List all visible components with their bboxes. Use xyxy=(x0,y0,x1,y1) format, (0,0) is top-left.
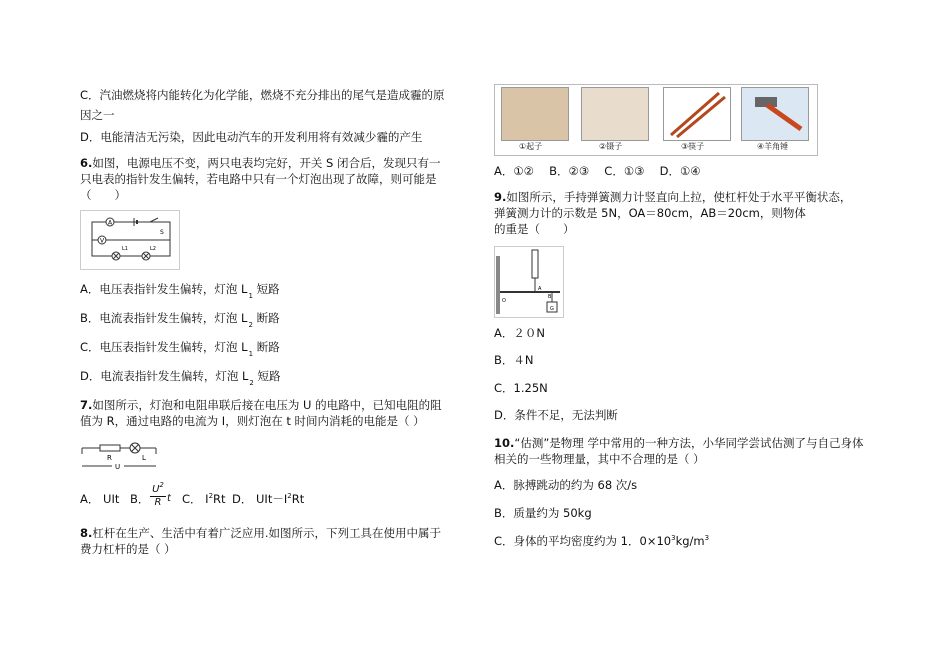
q8-number: 8. xyxy=(80,526,93,540)
bottle-opener-photo xyxy=(501,87,569,141)
tool-label-2: ②镊子 xyxy=(599,142,623,151)
q6-l2-label: L2 xyxy=(150,246,156,252)
q9-option-a: A．２０N xyxy=(494,326,545,340)
q10-option-a: A．脉搏跳动的约为 68 次/s xyxy=(494,478,638,492)
q9-b-label: B xyxy=(548,294,552,300)
q10-line1: 10.“估测”是物理 学中常用的一种方法，小华同学尝试估测了与自己身体 xyxy=(494,436,864,450)
q6-line1 xyxy=(80,156,440,170)
q6-voltmeter-label: V xyxy=(99,237,105,245)
tool-label-4: ④羊角锤 xyxy=(757,142,789,151)
hammer-drawing xyxy=(741,87,807,139)
q7-circuit-diagram xyxy=(80,440,160,472)
q6-number: 6. xyxy=(80,156,93,170)
q9-line3: 的重是（ ） xyxy=(494,222,575,236)
q9-o-label: O xyxy=(502,298,506,304)
option-c-line1: C．汽油燃烧将内能转化为化学能，燃烧不充分排出的尾气是造成霾的原 xyxy=(80,88,445,102)
q9-option-c: C．1.25N xyxy=(494,381,548,395)
q6-option-b: B．电流表指针发生偏转，灯泡 $L_2$ 断路 xyxy=(80,311,280,329)
q9-option-b: B．４N xyxy=(494,353,534,367)
q9-option-d: D．条件不足，无法判断 xyxy=(494,408,618,422)
q9-lever-diagram xyxy=(494,246,564,318)
q6-option-d: D．电流表指针发生偏转，灯泡 $L_2$ 短路 xyxy=(80,369,281,387)
q7-option-b: B． xyxy=(130,492,150,506)
q7-line2: 值为 R，通过电路的电流为 I，则灯泡在 t 时间内消耗的电能是（ ） xyxy=(80,414,425,428)
q7-option-c: C． $I^2Rt$ xyxy=(182,492,226,506)
q7-line1: 7.如图所示，灯泡和电阻串联后接在电压为 U 的电路中，已知电阻的阻 xyxy=(80,398,442,412)
q7-option-a: A． UIt xyxy=(80,492,120,506)
q7-resistor-label: R xyxy=(107,454,112,462)
q10-option-b: B．质量约为 50kg xyxy=(494,506,592,520)
q7-option-b-t: t xyxy=(167,493,171,504)
q9-line1: 9.如图所示，手持弹簧测力计竖直向上拉，使杠杆处于水平平衡状态， xyxy=(494,190,852,204)
q6-line2: 只电表的指针发生偏转，若电路中只有一个灯泡出现了故障，则可能是 xyxy=(80,172,437,186)
q6-ammeter-label: A xyxy=(107,219,113,227)
q9-number: 9. xyxy=(494,190,507,204)
q6-l1-label: L1 xyxy=(122,246,128,252)
q10-number: 10. xyxy=(494,436,515,450)
tool-label-3: ③筷子 xyxy=(681,142,705,151)
q7-number: 7. xyxy=(80,398,93,412)
q7-voltage-label: U xyxy=(115,463,121,471)
tweezers-photo xyxy=(581,87,649,141)
q9-g-label: G xyxy=(550,306,554,312)
q9-a-label: A xyxy=(538,286,542,292)
q6-option-c: C．电压表指针发生偏转，灯泡 $L_1$ 断路 xyxy=(80,340,280,358)
chopsticks-drawing xyxy=(663,87,729,139)
q7-option-d: D． $UIt-I^2Rt$ xyxy=(232,492,305,506)
option-c-line2: 因之一 xyxy=(80,108,115,122)
q8-line1: 8.杠杆在生产、生活中有着广泛应用.如图所示，下列工具在使用中属于 xyxy=(80,526,442,540)
q6-text1: 如图，电源电压不变，两只电表均完好，开关 S 闭合后，发现只有一 xyxy=(92,156,441,170)
tool-label-1: ①起子 xyxy=(519,142,543,151)
q6-switch-label: S xyxy=(160,229,164,236)
q9-line2: 弹簧测力计的示数是 5N，OA＝80cm，AB＝20cm，则物体 xyxy=(494,206,806,220)
option-d-line: D．电能清洁无污染，因此电动汽车的开发利用将有效减少霾的产生 xyxy=(80,130,423,144)
q6-line3: （ ） xyxy=(80,188,126,202)
q6-circuit-diagram xyxy=(80,210,180,270)
q8-options: A．①② B．②③ C．①③ D．①④ xyxy=(494,164,701,178)
q6-option-a: A．电压表指针发生偏转，灯泡 $L_1$ 短路 xyxy=(80,282,280,300)
q8-line2: 费力杠杆的是（ ） xyxy=(80,542,176,556)
q7-option-b-fraction: $U^2$ R xyxy=(150,484,166,508)
q10-option-c: C．身体的平均密度约为 1．$0\times 10^3kg/m^3$ xyxy=(494,534,710,548)
q10-line2: 相关的一些物理量，其中不合理的是（ ） xyxy=(494,452,705,466)
tools-figure xyxy=(494,84,818,156)
q7-lamp-label: L xyxy=(142,454,146,462)
